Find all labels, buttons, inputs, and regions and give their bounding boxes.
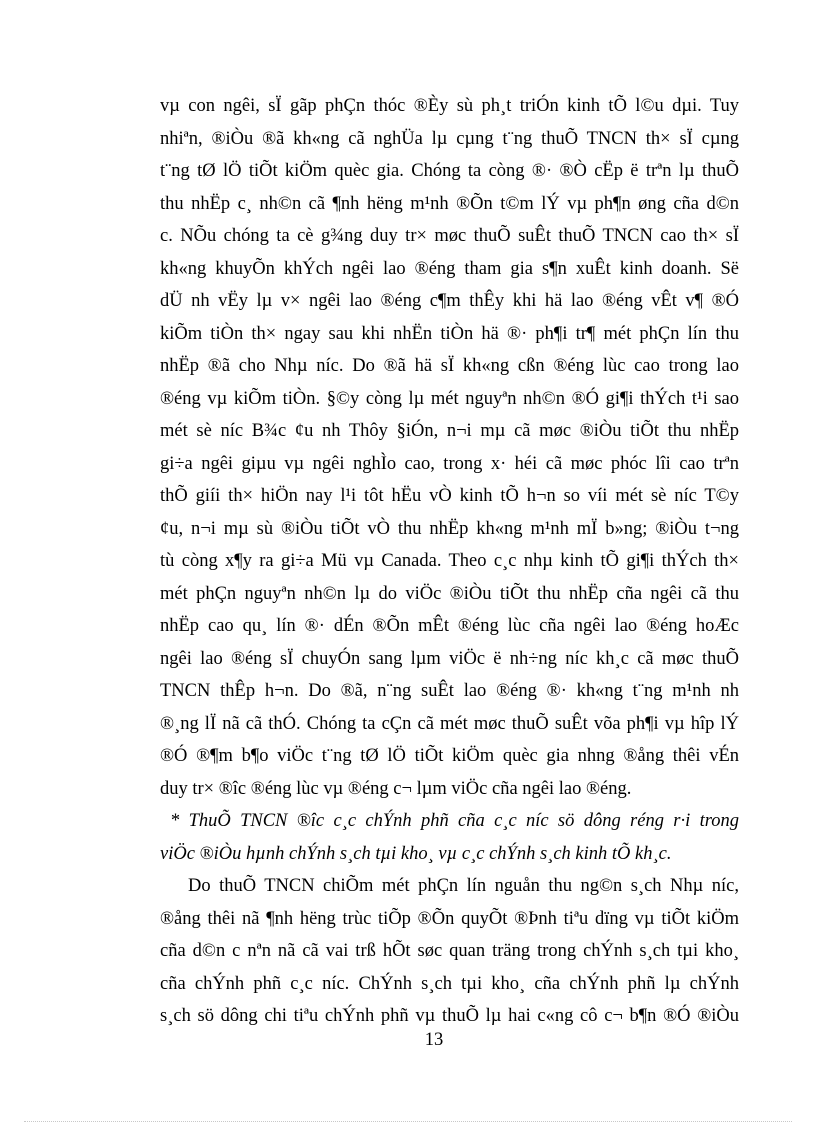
text-line: Do thuÕ TNCN chiÕm mét phÇn lín nguån thu ng©n s¸ch Nhµ níc,	[188, 876, 739, 896]
text-line: c. NÕu chóng ta cè g¾ng duy tr× møc thuÕ suÊt thuÕ TNCN cao th× sÏ	[160, 226, 739, 246]
page-bottom-divider	[24, 1121, 792, 1122]
text-line: ®Ó ®¶m b¶o viÖc t¨ng tØ lÖ tiÕt kiÖm quèc gia nhng ®ång thêi vÉn	[160, 746, 739, 766]
text-line: tù còng x¶y ra gi÷a Mü vµ Canada. Theo c¸c nhµ kinh tÕ gi¶i thÝch th×	[160, 551, 739, 571]
text-line: cña d©n c nªn nã cã vai trß hÕt søc quan träng trong chÝnh s¸ch tµi kho¸	[160, 941, 739, 961]
text-line: s¸ch sö dông chi tiªu chÝnh phñ vµ thuÕ lµ hai c«ng cô c¬ b¶n ®Ó ®iÒu	[160, 1006, 739, 1026]
text-line: TNCN thÊp h¬n. Do ®ã, n¨ng suÊt lao ®éng ®· kh«ng t¨ng m¹nh nh	[160, 681, 739, 701]
text-line: gi÷a ngêi giµu vµ ngêi nghÌo cao, trong x· héi cã møc phóc lîi cao trªn	[160, 453, 739, 474]
text-line: ®¸ng lÏ nã cã thÓ. Chóng ta cÇn cã mét møc thuÕ suÊt võa ph¶i vµ hîp lÝ	[160, 713, 739, 734]
text-line: ®éng vµ kiÕm tiÒn. §©y còng lµ mét nguyªn nh©n ®Ó gi¶i thÝch t¹i sao	[160, 388, 739, 409]
page-number: 13	[424, 1030, 444, 1050]
text-line: cña chÝnh phñ c¸c níc. ChÝnh s¸ch tµi kho¸ cña chÝnh phñ lµ chÝnh	[160, 973, 739, 994]
text-line: kh«ng khuyÕn khÝch ngêi lao ®éng tham gia s¶n xuÊt kinh doanh. Së	[160, 258, 739, 279]
text-line: nhËp cao qu¸ lín ®· dÉn ®Õn mÊt ®éng lùc cña ngêi lao ®éng hoÆc	[160, 616, 739, 636]
text-line: thu nhËp c¸ nh©n cã ¶nh hëng m¹nh ®Õn t©m lÝ vµ ph¶n øng cña d©n	[160, 193, 739, 214]
text-line: kiÕm tiÒn th× ngay sau khi nhËn tiÒn hä ®· ph¶i tr¶ mét phÇn lín thu	[160, 323, 739, 344]
text-line: nhËp ®ã cho Nhµ níc. Do ®ã hä sÏ kh«ng cßn ®éng lùc cao trong lao	[160, 356, 739, 376]
text-line: duy tr× ®îc ®éng lùc vµ ®éng c¬ lµm viÖc cña ngêi lao ®éng.	[160, 778, 632, 799]
text-line: thÕ giíi th× hiÖn nay l¹i tôt hËu vÒ kinh tÕ h¬n so víi mét sè níc T©y	[160, 486, 739, 506]
italic-heading-line: viÖc ®iÒu hµnh chÝnh s¸ch tµi kho¸ vµ c¸c chÝnh s¸ch kinh tÕ kh¸c.	[160, 843, 672, 864]
italic-heading-line: * ThuÕ TNCN ®îc c¸c chÝnh phñ cña c¸c níc sö dông réng r·i trong	[170, 811, 739, 831]
text-line: nhiªn, ®iÒu ®ã kh«ng cã nghÜa lµ cµng t¨ng thuÕ TNCN th× sÏ cµng	[160, 128, 739, 149]
body-text	[160, 90, 739, 1033]
text-line: ngêi lao ®éng sÏ chuyÓn sang lµm viÖc ë nh÷ng níc kh¸c cã møc thuÕ	[160, 648, 739, 669]
text-line: dÜ nh vËy lµ v× ngêi lao ®éng c¶m thÊy khi hä lao ®éng vÊt v¶ ®Ó	[160, 291, 739, 311]
text-line: mét sè níc B¾c ¢u nh Thôy §iÓn, n¬i mµ cã møc ®iÒu tiÕt thu nhËp	[160, 421, 739, 441]
text-line: mét phÇn nguyªn nh©n lµ do viÖc ®iÒu tiÕt thu nhËp cña ngêi cã thu	[160, 583, 739, 604]
text-line: t¨ng tØ lÖ tiÕt kiÖm quèc gia. Chóng ta còng ®· ®Ò cËp ë trªn lµ thuÕ	[160, 161, 739, 181]
text-line: ®ång thêi nã ¶nh hëng trùc tiÕp ®Õn quyÕt ®Þnh tiªu dïng vµ tiÕt kiÖm	[160, 908, 739, 929]
text-line: ¢u, n¬i mµ sù ®iÒu tiÕt vÒ thu nhËp kh«ng m¹nh mÏ b»ng; ®iÒu t¬ng	[160, 518, 739, 539]
text-line: vµ con ngêi, sÏ gãp phÇn thóc ®Èy sù ph¸t triÓn kinh tÕ l©u dµi. Tuy	[160, 96, 739, 116]
